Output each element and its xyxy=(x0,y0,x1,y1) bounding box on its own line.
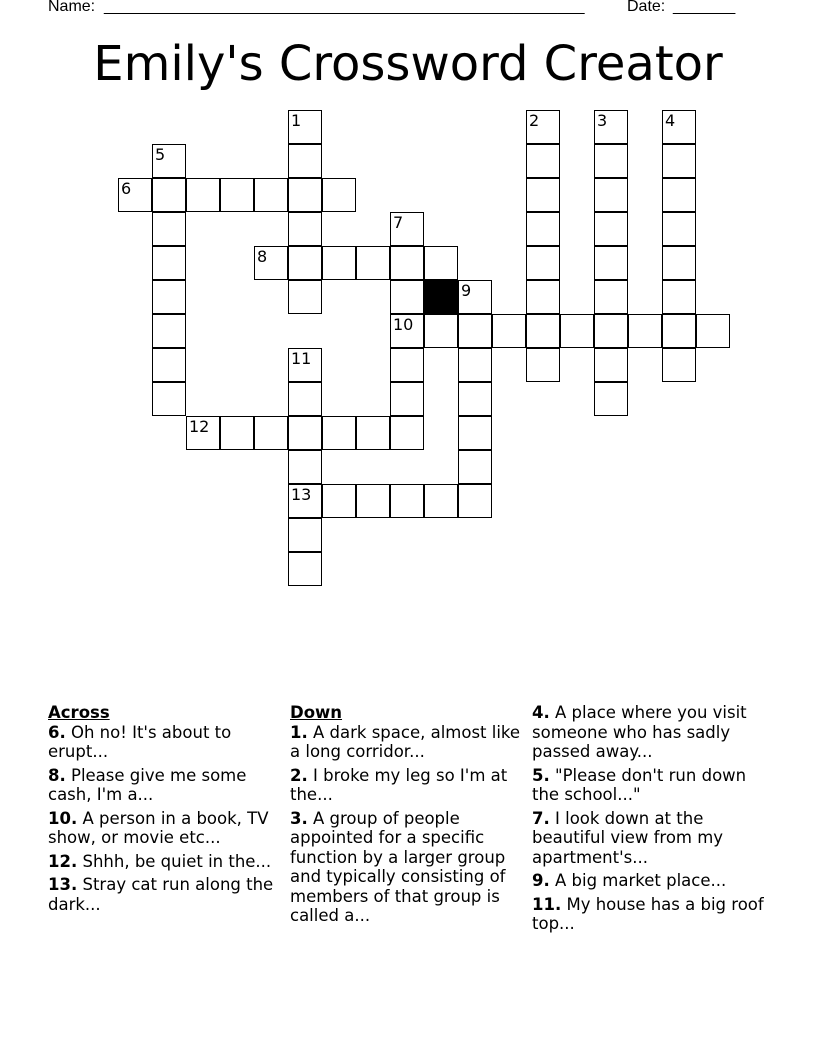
clue-number: 7. xyxy=(532,808,550,828)
clue-number: 10 xyxy=(393,315,414,334)
clue-item xyxy=(48,723,284,762)
grid-cell[interactable] xyxy=(356,246,390,280)
grid-cell[interactable] xyxy=(492,314,526,348)
clue-number: 9. xyxy=(532,871,550,890)
grid-cell[interactable] xyxy=(526,280,560,314)
grid-cell[interactable] xyxy=(288,212,322,246)
grid-cell[interactable] xyxy=(662,144,696,178)
grid-cell[interactable] xyxy=(424,246,458,280)
grid-cell[interactable] xyxy=(458,450,492,484)
date-field[interactable]: _______ xyxy=(673,0,736,15)
clue-number: 2 xyxy=(529,111,540,130)
clue-number: 4 xyxy=(665,111,676,130)
clue-text: A person in a book, TV show, or movie etc... xyxy=(48,808,269,847)
grid-cell[interactable] xyxy=(322,484,356,518)
grid-cell[interactable] xyxy=(288,246,322,280)
grid-cell[interactable] xyxy=(594,144,628,178)
grid-cell[interactable] xyxy=(288,552,322,586)
grid-cell[interactable] xyxy=(152,382,186,416)
clue-number: 1. xyxy=(290,722,308,742)
name-label: Name: xyxy=(48,0,96,15)
grid-cell[interactable] xyxy=(662,246,696,280)
clue-number: 9 xyxy=(461,281,472,300)
clue-number: 10. xyxy=(48,808,78,828)
grid-cell[interactable] xyxy=(322,416,356,450)
grid-cell[interactable] xyxy=(288,382,322,416)
clue-item xyxy=(48,875,284,914)
down-clues-continued xyxy=(532,703,768,938)
clue-number: 13 xyxy=(291,485,312,504)
clue-item xyxy=(48,852,284,872)
grid-cell[interactable] xyxy=(594,178,628,212)
grid-cell[interactable] xyxy=(288,450,322,484)
grid-cell[interactable] xyxy=(186,178,220,212)
clue-item xyxy=(532,766,768,805)
clue-number: 12 xyxy=(189,417,210,436)
clue-number: 2. xyxy=(290,765,308,785)
grid-cell[interactable] xyxy=(560,314,594,348)
clue-item xyxy=(532,895,768,934)
clue-number: 4. xyxy=(532,703,550,722)
grid-cell[interactable] xyxy=(288,178,322,212)
grid-cell[interactable] xyxy=(152,348,186,382)
grid-cell[interactable] xyxy=(526,212,560,246)
grid-cell[interactable] xyxy=(254,416,288,450)
grid-cell[interactable] xyxy=(662,314,696,348)
clue-item xyxy=(290,766,526,805)
clue-number: 11. xyxy=(532,894,562,914)
clue-number: 7 xyxy=(393,213,404,232)
down-heading: Down xyxy=(290,703,343,722)
grid-cell[interactable] xyxy=(390,348,424,382)
clue-text: A dark space, almost like a long corridor... xyxy=(290,722,521,761)
grid-cell[interactable] xyxy=(424,314,458,348)
grid-cell[interactable] xyxy=(390,382,424,416)
date-label: Date: xyxy=(627,0,666,15)
across-heading: Across xyxy=(48,703,110,722)
clue-number: 5. xyxy=(532,765,550,785)
grid-cell[interactable] xyxy=(662,280,696,314)
clue-text: I look down at the beautiful view from my apartment's... xyxy=(532,808,724,867)
grid-cell[interactable] xyxy=(458,484,492,518)
clue-number: 3 xyxy=(597,111,608,130)
grid-cell[interactable] xyxy=(628,314,662,348)
grid-cell[interactable] xyxy=(152,212,186,246)
clue-text: A place where you visit someone who has sadly passed away... xyxy=(532,703,747,761)
clue-item xyxy=(532,809,768,868)
grid-cell[interactable] xyxy=(594,280,628,314)
grid-cell[interactable] xyxy=(322,246,356,280)
grid-cell[interactable] xyxy=(356,484,390,518)
grid-cell[interactable] xyxy=(390,280,424,314)
clue-text: "Please don't run down the school..." xyxy=(532,765,747,804)
clue-item xyxy=(290,723,526,762)
grid-cell[interactable] xyxy=(526,348,560,382)
grid-cell[interactable] xyxy=(356,416,390,450)
grid-cell[interactable] xyxy=(220,416,254,450)
clue-number: 5 xyxy=(155,145,166,164)
clue-number: 13. xyxy=(48,875,78,894)
clue-item xyxy=(48,809,284,848)
clue-number: 11 xyxy=(291,349,312,368)
grid-cell[interactable] xyxy=(594,314,628,348)
clue-number: 1 xyxy=(291,111,302,130)
clue-text: Oh no! It's about to erupt... xyxy=(48,722,232,761)
grid-cell[interactable] xyxy=(152,178,186,212)
grid-cell[interactable] xyxy=(288,416,322,450)
grid-cell[interactable] xyxy=(696,314,730,348)
grid-cell[interactable] xyxy=(594,382,628,416)
grid-cell[interactable] xyxy=(594,348,628,382)
name-field[interactable]: ______________________________________________________ xyxy=(104,0,585,15)
grid-cell[interactable] xyxy=(662,178,696,212)
grid-cell[interactable] xyxy=(526,246,560,280)
grid-cell[interactable] xyxy=(220,178,254,212)
clue-text: A big market place... xyxy=(549,871,727,890)
across-clues xyxy=(48,703,284,918)
grid-cell[interactable] xyxy=(594,212,628,246)
down-clues xyxy=(290,703,526,930)
grid-cell[interactable] xyxy=(526,178,560,212)
clue-item xyxy=(532,703,768,762)
grid-cell[interactable] xyxy=(288,518,322,552)
clue-text: Shhh, be quiet in the... xyxy=(77,851,272,871)
grid-cell[interactable] xyxy=(254,178,288,212)
grid-cell[interactable] xyxy=(152,246,186,280)
page-title: Emily's Crossword Creator xyxy=(93,36,723,92)
grid-cell[interactable] xyxy=(288,144,322,178)
grid-cell[interactable] xyxy=(526,314,560,348)
grid-cell[interactable] xyxy=(458,348,492,382)
clue-text: I broke my leg so I'm at the... xyxy=(290,765,508,804)
clue-item xyxy=(290,809,526,926)
grid-cell[interactable] xyxy=(458,382,492,416)
clue-text: My house has a big roof top... xyxy=(532,894,764,933)
grid-cell[interactable] xyxy=(152,314,186,348)
grid-cell[interactable] xyxy=(662,348,696,382)
grid-cell[interactable] xyxy=(322,178,356,212)
clue-number: 6 xyxy=(121,179,132,198)
clue-number: 6. xyxy=(48,722,66,742)
clue-text: Please give me some cash, I'm a... xyxy=(48,765,247,804)
clue-text: A group of people appointed for a specific function by a larger group and typically consisting of members of that group is called a... xyxy=(290,808,506,925)
grid-cell[interactable] xyxy=(390,484,424,518)
grid-cell[interactable] xyxy=(662,212,696,246)
clue-text: Stray cat run along the dark... xyxy=(48,875,274,914)
clue-item xyxy=(532,871,768,891)
grid-cell[interactable] xyxy=(390,416,424,450)
grid-cell[interactable] xyxy=(288,280,322,314)
grid-cell[interactable] xyxy=(152,280,186,314)
clue-number: 8. xyxy=(48,765,66,785)
grid-cell[interactable] xyxy=(458,314,492,348)
grid-cell[interactable] xyxy=(526,144,560,178)
clue-number: 3. xyxy=(290,808,308,828)
clue-item xyxy=(48,766,284,805)
grid-cell[interactable] xyxy=(390,246,424,280)
grid-cell[interactable] xyxy=(458,416,492,450)
grid-cell-black xyxy=(424,280,458,314)
grid-cell[interactable] xyxy=(594,246,628,280)
clue-number: 8 xyxy=(257,247,268,266)
clue-number: 12. xyxy=(48,851,78,871)
grid-cell[interactable] xyxy=(424,484,458,518)
